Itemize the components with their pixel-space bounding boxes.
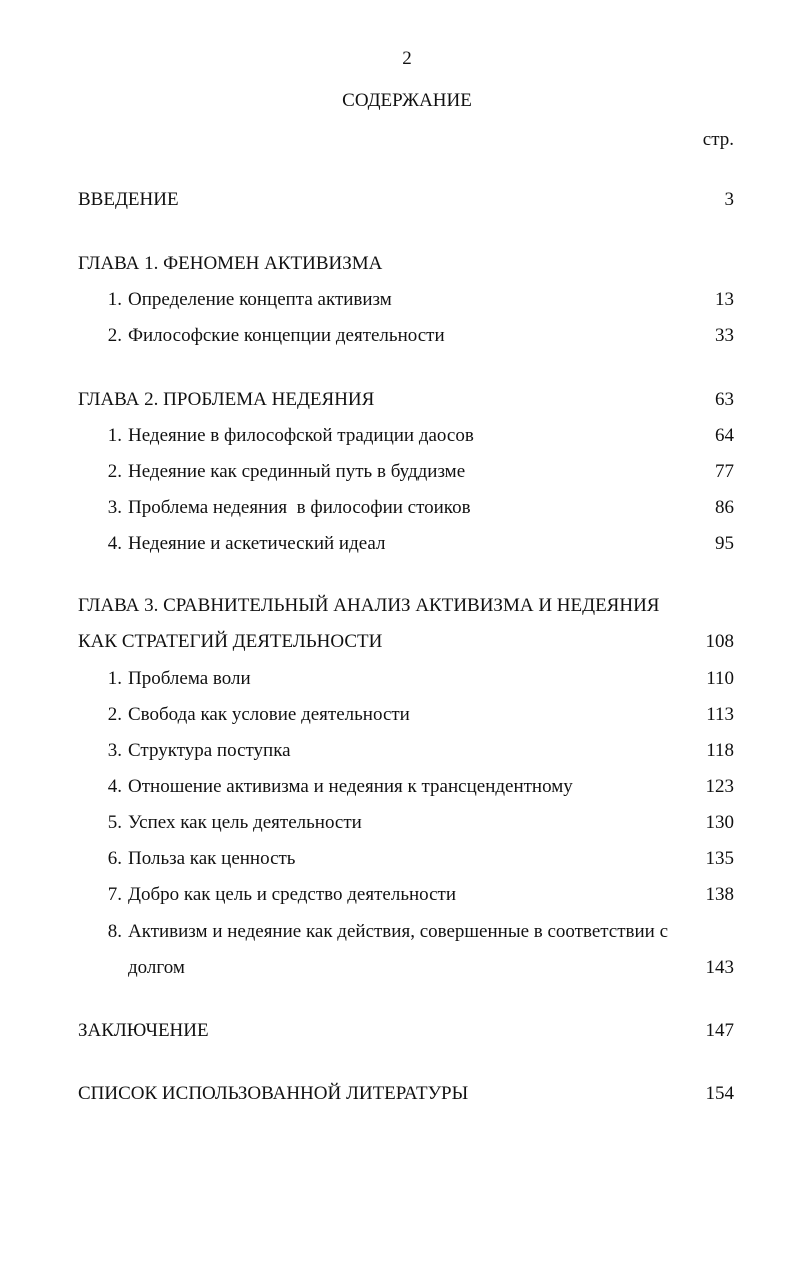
toc-item-page: 135 xyxy=(705,848,734,869)
toc-item-number: 3. xyxy=(107,740,122,761)
toc-item-text: Определение концепта активизм xyxy=(128,289,392,310)
toc-chapter2-title: ГЛАВА 2. ПРОБЛЕМА НЕДЕЯНИЯ xyxy=(78,389,375,410)
toc-item-text: Успех как цель деятельности xyxy=(128,812,362,833)
toc-item-page: 118 xyxy=(706,740,734,761)
page-title: СОДЕРЖАНИЕ xyxy=(342,90,472,111)
toc-chapter2-page: 63 xyxy=(715,389,734,410)
toc-item-page: 95 xyxy=(715,533,734,554)
toc-item-number: 2. xyxy=(107,461,122,482)
toc-item-text: Философские концепции деятельности xyxy=(128,325,445,346)
toc-item-number: 6. xyxy=(107,848,122,869)
page-number: 2 xyxy=(402,48,412,69)
toc-item-text: Свобода как условие деятельности xyxy=(128,704,410,725)
toc-item-text-continued: долгом xyxy=(128,957,185,978)
toc-item-page: 123 xyxy=(705,776,734,797)
toc-chapter3-title-line2: КАК СТРАТЕГИЙ ДЕЯТЕЛЬНОСТИ xyxy=(78,631,383,652)
toc-item-page: 33 xyxy=(715,325,734,346)
toc-item-page: 13 xyxy=(715,289,734,310)
toc-item-number: 4. xyxy=(107,776,122,797)
toc-item-text: Отношение активизма и недеяния к трансцендентному xyxy=(128,776,573,797)
toc-intro: ВВЕДЕНИЕ xyxy=(78,189,179,210)
toc-item-page: 110 xyxy=(706,668,734,689)
toc-chapter3-page: 108 xyxy=(705,631,734,652)
toc-item-number: 2. xyxy=(107,704,122,725)
toc-chapter3-title-line1: ГЛАВА 3. СРАВНИТЕЛЬНЫЙ АНАЛИЗ АКТИВИЗМА И НЕДЕЯНИЯ xyxy=(78,595,660,616)
toc-item-page: 113 xyxy=(706,704,734,725)
toc-item-text: Польза как ценность xyxy=(128,848,296,869)
toc-item-number: 7. xyxy=(107,884,122,905)
toc-item-text: Активизм и недеяние как действия, совершенные в соответствии с xyxy=(128,921,669,942)
toc-item-page: 64 xyxy=(715,425,734,446)
toc-item-number: 1. xyxy=(107,425,122,446)
toc-item-page: 138 xyxy=(705,884,734,905)
toc-item-text: Добро как цель и средство деятельности xyxy=(128,884,457,905)
toc-item-number: 5. xyxy=(107,812,122,833)
toc-item-page: 77 xyxy=(715,461,734,482)
toc-item-text: Недеяние в философской традиции даосов xyxy=(128,425,474,446)
toc-item-number: 4. xyxy=(107,533,122,554)
toc-item-number: 2. xyxy=(107,325,122,346)
toc-item-page: 143 xyxy=(705,957,734,978)
toc-bibliography-page: 154 xyxy=(705,1083,734,1104)
toc-item-number: 1. xyxy=(107,668,122,689)
toc-item-number: 8. xyxy=(107,921,122,942)
toc-item-text: Проблема недеяния в философии стоиков xyxy=(128,497,471,518)
toc-item-page: 86 xyxy=(715,497,734,518)
toc-item-number: 3. xyxy=(107,497,122,518)
toc-item-text: Проблема воли xyxy=(128,668,251,689)
toc-item-text: Недеяние и аскетический идеал xyxy=(128,533,386,554)
toc-intro-page: 3 xyxy=(724,189,734,210)
toc-item-page: 130 xyxy=(705,812,734,833)
toc-item-text: Структура поступка xyxy=(128,740,291,761)
toc-conclusion: ЗАКЛЮЧЕНИЕ xyxy=(78,1020,209,1041)
toc-bibliography: СПИСОК ИСПОЛЬЗОВАННОЙ ЛИТЕРАТУРЫ xyxy=(78,1083,469,1104)
page-column-label: стр. xyxy=(702,129,734,150)
toc-chapter1-title: ГЛАВА 1. ФЕНОМЕН АКТИВИЗМА xyxy=(78,253,383,274)
toc-item-text: Недеяние как срединный путь в буддизме xyxy=(128,461,466,482)
toc-conclusion-page: 147 xyxy=(705,1020,734,1041)
toc-item-number: 1. xyxy=(107,289,122,310)
